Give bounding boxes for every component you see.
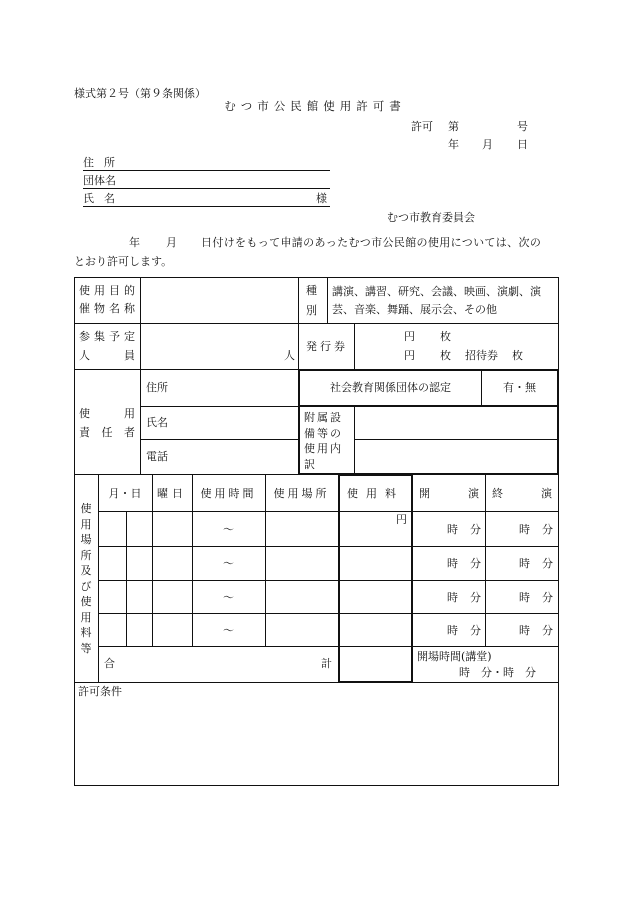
applicant-address-line <box>83 170 330 171</box>
opening-time-label: 開場時間(講堂) <box>417 650 492 663</box>
open-minute: 分 <box>470 624 481 637</box>
responsible-label-1: 使 用 <box>79 407 135 420</box>
open-minute: 分 <box>470 591 481 604</box>
permit-date-month: 月 <box>482 138 493 151</box>
tickets-count-1: 枚 <box>440 330 451 343</box>
end-hour: 時 <box>519 591 530 604</box>
fee-yen: 円 <box>396 513 407 526</box>
social-edu-label: 社会教育関係団体の認定 <box>330 381 451 394</box>
conditions-label: 許可条件 <box>78 685 122 698</box>
time-tilde: ～ <box>223 557 234 570</box>
intro-year: 年 <box>129 236 140 249</box>
applicant-org-line <box>83 188 330 189</box>
resp-name-label: 氏名 <box>146 416 168 429</box>
end-minute: 分 <box>542 557 553 570</box>
applicant-org-label: 団体名 <box>83 174 116 187</box>
usage-vertical-label: 使用場所及び使用料等 <box>80 502 92 655</box>
applicant-name-line <box>83 206 330 207</box>
end-hour: 時 <box>519 523 530 536</box>
responsible-label-2: 責 任 者 <box>79 426 135 439</box>
tickets-label: 発行券 <box>306 340 348 353</box>
type-options-1: 講演、講習、研究、会議、映画、演劇、演 <box>332 285 541 298</box>
open-hour: 時 <box>447 591 458 604</box>
opening-time-value: 時 分・時 分 <box>459 666 536 679</box>
social-edu-value: 有・無 <box>503 381 536 394</box>
col-place: 使用場所 <box>273 487 330 500</box>
col-date: 月・日 <box>108 487 142 500</box>
time-tilde: ～ <box>223 624 234 637</box>
purpose-label-2: 催物名称 <box>79 302 139 315</box>
issuer-name: むつ市教育委員会 <box>387 211 475 224</box>
total-label-1: 合 <box>104 657 115 670</box>
intro-month: 月 <box>166 236 177 249</box>
open-hour: 時 <box>447 523 458 536</box>
intro-line-1: 日付けをもって申請のあったむつ市公民館の使用については、次の <box>201 236 542 249</box>
resp-address-label: 住所 <box>146 381 168 394</box>
permit-number-suffix: 号 <box>517 120 528 133</box>
col-open: 開 演 <box>419 487 479 500</box>
end-minute: 分 <box>542 523 553 536</box>
invite-tickets-label: 招待券 <box>465 349 498 362</box>
col-time: 使用時間 <box>200 487 257 500</box>
applicant-honorific: 様 <box>316 192 327 205</box>
applicant-address-label: 住所 <box>83 156 125 169</box>
attendees-unit: 人 <box>284 349 295 362</box>
open-minute: 分 <box>470 523 481 536</box>
col-fee: 使用料 <box>347 487 404 500</box>
type-label-1: 種 <box>306 284 317 297</box>
time-tilde: ～ <box>223 523 234 536</box>
type-label-2: 別 <box>306 304 317 317</box>
permit-date-year: 年 <box>448 138 459 151</box>
permit-label: 許可 <box>411 120 433 133</box>
attendees-label-1: 参集予定 <box>79 330 139 343</box>
total-label-2: 計 <box>321 657 332 670</box>
col-end: 終 演 <box>492 487 552 500</box>
intro-line-2: とおり許可します。 <box>74 255 173 268</box>
end-hour: 時 <box>519 624 530 637</box>
tickets-yen-1: 円 <box>404 330 415 343</box>
page-title: むつ市公民館使用許可書 <box>224 99 406 113</box>
open-hour: 時 <box>447 624 458 637</box>
type-options-2: 芸、音楽、舞踊、展示会、その他 <box>332 303 497 316</box>
end-minute: 分 <box>542 591 553 604</box>
invite-tickets-count: 枚 <box>512 349 523 362</box>
permit-number-prefix: 第 <box>448 120 459 133</box>
permit-date-day: 日 <box>517 138 528 151</box>
end-hour: 時 <box>519 557 530 570</box>
tickets-yen-2: 円 <box>404 349 415 362</box>
purpose-label-1: 使用目的 <box>79 284 139 297</box>
form-number: 様式第２号（第９条関係） <box>74 87 206 100</box>
equipment-label: 附属設備等の使用内訳 <box>304 411 343 471</box>
attendees-label-2: 人 員 <box>79 349 135 362</box>
open-minute: 分 <box>470 557 481 570</box>
time-tilde: ～ <box>223 591 234 604</box>
tickets-count-2: 枚 <box>440 349 451 362</box>
col-weekday: 曜日 <box>157 487 187 500</box>
end-minute: 分 <box>542 624 553 637</box>
resp-phone-label: 電話 <box>146 450 168 463</box>
applicant-name-label: 氏名 <box>83 192 125 205</box>
open-hour: 時 <box>447 557 458 570</box>
